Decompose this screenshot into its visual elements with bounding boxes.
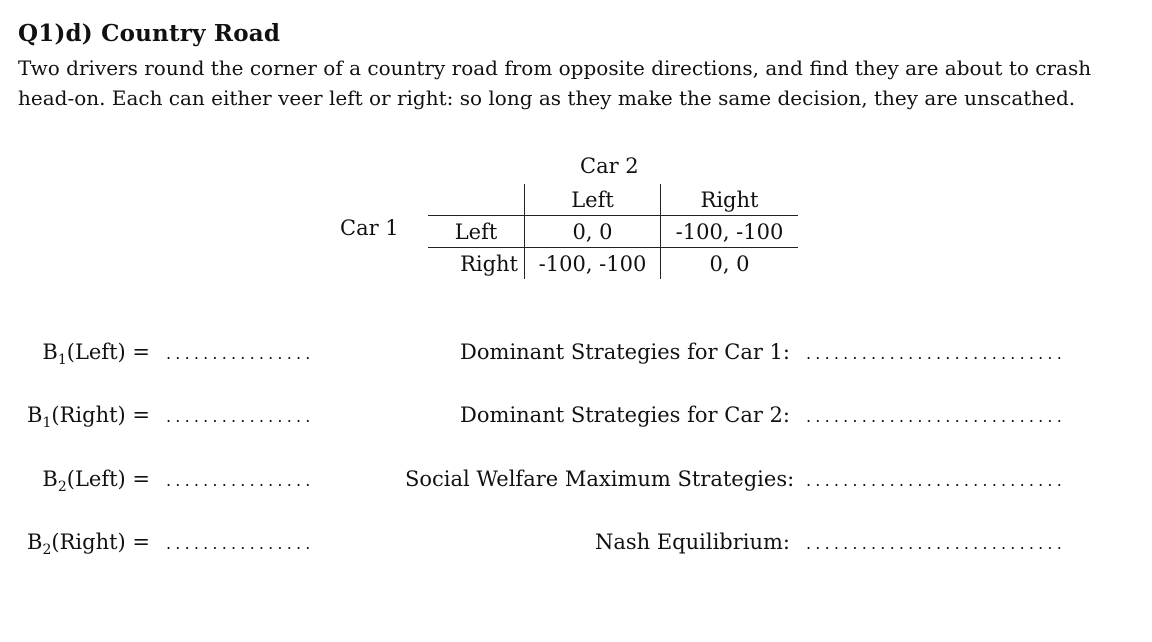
answer-blank[interactable]: ................ bbox=[166, 344, 315, 363]
column-header-left: Left bbox=[525, 184, 661, 216]
answer-blank[interactable]: ............................ bbox=[806, 534, 1067, 553]
best-response-row bbox=[0, 403, 315, 431]
question-row bbox=[405, 403, 1066, 427]
question-label: Nash Equilibrium: bbox=[594, 530, 790, 554]
question-intro bbox=[18, 53, 1138, 113]
answer-blank[interactable]: ............................ bbox=[806, 471, 1067, 490]
answer-blank[interactable]: ................ bbox=[166, 534, 315, 553]
best-response-label: $B_1(Left)$ = bbox=[42, 340, 150, 369]
question-label: Dominant Strategies for Car 1: bbox=[460, 340, 790, 364]
best-response-row bbox=[0, 340, 315, 368]
payoff-cell: -100, -100 bbox=[661, 216, 799, 248]
answer-blank[interactable]: ................ bbox=[166, 471, 315, 490]
payoff-cell: 0, 0 bbox=[525, 216, 661, 248]
question-row bbox=[405, 530, 1066, 554]
answer-blank[interactable]: ............................ bbox=[806, 344, 1067, 363]
intro-line-2: head-on. Each can either veer left or right: so long as they make the same decision, they are unscathed. bbox=[18, 86, 1076, 110]
payoff-corner bbox=[428, 184, 525, 216]
answer-blank[interactable]: ............................ bbox=[806, 407, 1067, 426]
best-response-row bbox=[0, 530, 315, 558]
question-row bbox=[405, 467, 1066, 491]
question-label: Social Welfare Maximum Strategies: bbox=[405, 467, 795, 491]
payoff-cell: -100, -100 bbox=[525, 248, 661, 280]
intro-line-1: Two drivers round the corner of a country road from opposite directions, and find they are about to crash bbox=[18, 56, 1092, 80]
question-label: Dominant Strategies for Car 2: bbox=[460, 403, 790, 427]
best-response-row bbox=[0, 467, 315, 495]
payoff-matrix bbox=[428, 184, 798, 279]
question-row bbox=[405, 340, 1066, 364]
payoff-row-left bbox=[428, 216, 798, 248]
payoff-cell: 0, 0 bbox=[709, 251, 750, 276]
best-response-label: $B_2(Right)$ = bbox=[27, 530, 150, 559]
payoff-header-row bbox=[428, 184, 798, 216]
row-header-left: Left bbox=[428, 216, 525, 248]
answer-blank[interactable]: ................ bbox=[166, 407, 315, 426]
payoff-row-right bbox=[428, 248, 798, 280]
column-player-label: Car 2 bbox=[580, 154, 639, 178]
best-response-label: $B_2(Left)$ = bbox=[42, 467, 150, 496]
best-response-label: $B_1(Right)$ = bbox=[27, 403, 150, 432]
column-header-right: Right bbox=[661, 184, 799, 216]
row-player-label: Car 1 bbox=[340, 216, 399, 240]
question-title: Q1)d) Country Road bbox=[18, 20, 281, 47]
row-header-right: Right bbox=[460, 251, 518, 276]
